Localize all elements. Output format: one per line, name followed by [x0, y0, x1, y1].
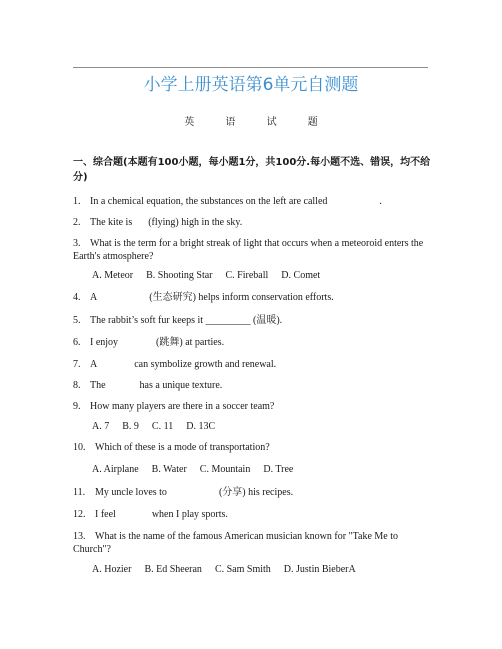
- question-tail: can symbolize growth and renewal.: [134, 359, 277, 370]
- option-a: A. Hozier: [92, 564, 132, 575]
- question-tail: .: [379, 196, 382, 207]
- question-text: Which of these is a mode of transportation?: [95, 442, 270, 453]
- option-d: D. Comet: [281, 270, 321, 281]
- question-number: 8.: [73, 380, 81, 391]
- question-text: I feel: [95, 509, 116, 520]
- question-number: 4.: [73, 292, 81, 303]
- option-d: D. 13C: [186, 421, 216, 432]
- option-a: A. Airplane: [92, 464, 139, 475]
- question-text: A: [90, 292, 98, 303]
- question-number: 3.: [73, 238, 81, 249]
- question-13: [73, 530, 433, 556]
- question-number: 1.: [73, 196, 81, 207]
- option-c: C. Fireball: [225, 270, 269, 281]
- option-d: D. Tree: [263, 464, 294, 475]
- question-1: [73, 195, 433, 208]
- question-11: [73, 486, 433, 499]
- question-tail: when I play sports.: [151, 509, 228, 520]
- question-7: [73, 358, 433, 371]
- question-number: 10.: [73, 442, 86, 453]
- question-number: 11.: [73, 487, 86, 498]
- question-3-options: [92, 269, 333, 282]
- question-10-options: [92, 463, 306, 476]
- question-2: [73, 216, 433, 229]
- question-text: What is the term for a bright streak of light that occurs when a meteoroid enters the Earth's atmosphere?: [73, 238, 424, 262]
- question-number: 12.: [73, 509, 86, 520]
- question-5: [73, 314, 433, 327]
- section-heading: 一、综合题(本题有100小题，每小题1分，共100分.每小题不选、错误，均不给分): [73, 157, 431, 183]
- question-9-options: [92, 420, 228, 433]
- question-number: 5.: [73, 315, 81, 326]
- question-tail: (flying) high in the sky.: [148, 217, 243, 228]
- option-a: A. Meteor: [92, 270, 134, 281]
- question-number: 7.: [73, 359, 81, 370]
- question-text: The kite is: [90, 217, 133, 228]
- question-number: 6.: [73, 337, 81, 348]
- question-9: [73, 400, 433, 413]
- question-10: [73, 441, 433, 454]
- option-b: B. 9: [122, 421, 139, 432]
- question-tail: has a unique texture.: [139, 380, 223, 391]
- option-c: C. Mountain: [199, 464, 251, 475]
- question-text: The rabbit’s soft fur keeps it _________ (温暖).: [90, 315, 283, 326]
- option-b: B. Ed Sheeran: [144, 564, 202, 575]
- option-c: C. 11: [151, 421, 174, 432]
- question-13-options: [92, 563, 369, 576]
- question-12: [73, 508, 433, 521]
- question-4: [73, 291, 433, 304]
- header-rule: [73, 67, 428, 68]
- option-d: D. Justin BieberA: [283, 564, 356, 575]
- question-tail: (跳舞) at parties.: [156, 337, 225, 348]
- question-8: [73, 379, 433, 392]
- question-text: How many players are there in a soccer team?: [90, 401, 275, 412]
- question-tail: (生态研究) helps inform conservation efforts.: [149, 292, 334, 303]
- option-b: B. Water: [151, 464, 187, 475]
- question-tail: (分享) his recipes.: [218, 487, 294, 498]
- question-6: [73, 336, 433, 349]
- question-number: 2.: [73, 217, 81, 228]
- question-text: In a chemical equation, the substances on the left are called: [90, 196, 328, 207]
- page-title: 小学上册英语第6单元自测题: [143, 75, 359, 95]
- exam-subtitle: 英 语 试 题: [184, 117, 332, 128]
- question-3: [73, 237, 433, 263]
- question-text: A: [90, 359, 98, 370]
- option-c: C. Sam Smith: [214, 564, 271, 575]
- question-text: I enjoy: [90, 337, 119, 348]
- question-text: My uncle loves to: [95, 487, 167, 498]
- question-number: 9.: [73, 401, 81, 412]
- option-a: A. 7: [92, 421, 110, 432]
- option-b: B. Shooting Star: [146, 270, 213, 281]
- question-number: 13.: [73, 531, 86, 542]
- question-text: What is the name of the famous American musician known for "Take Me to Church"?: [73, 531, 399, 555]
- question-text: The: [90, 380, 106, 391]
